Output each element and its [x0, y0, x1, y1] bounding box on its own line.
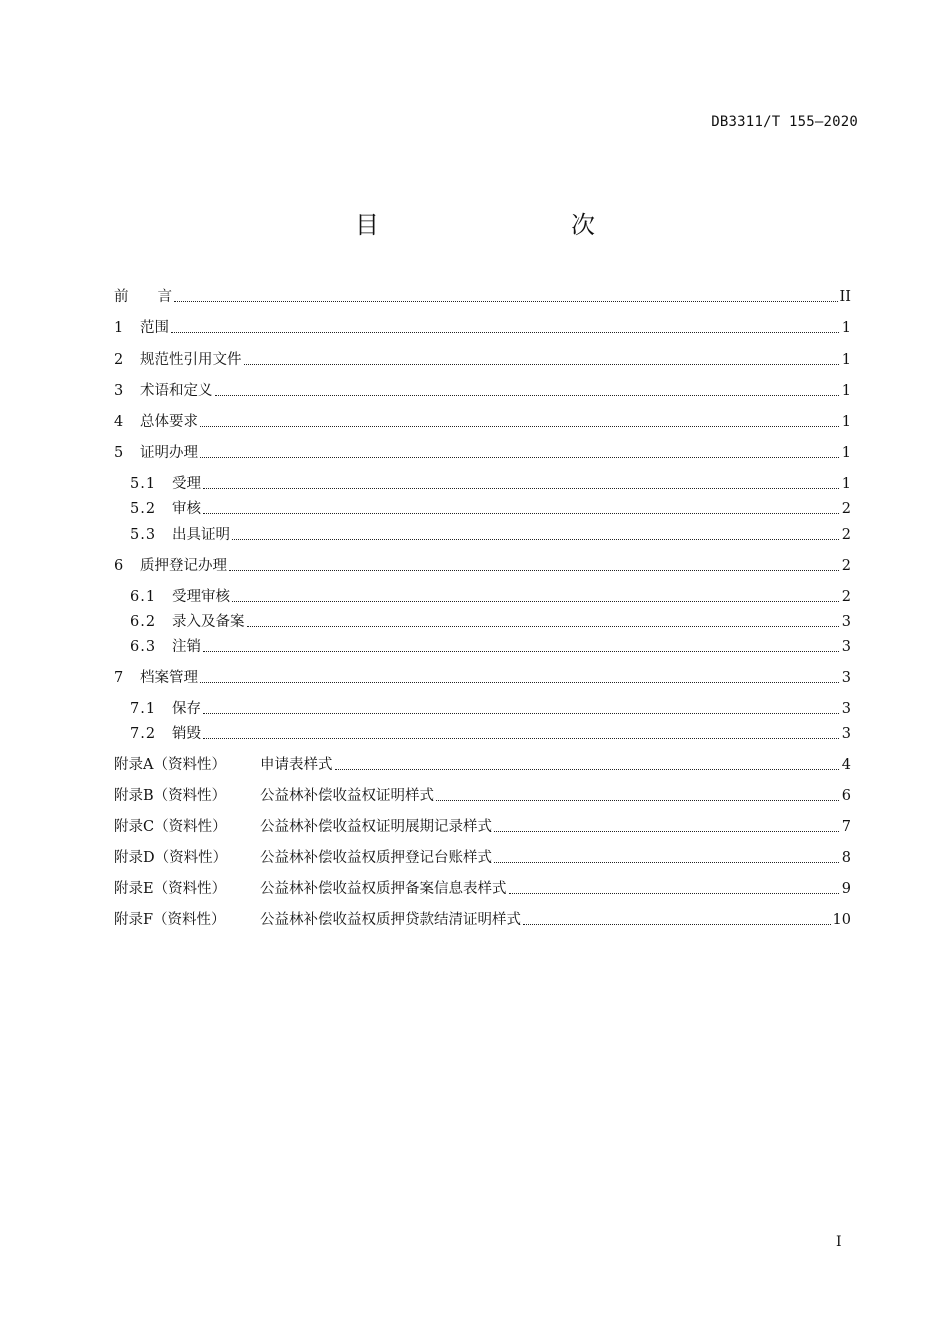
toc-entry-title: 公益林补偿收益权质押贷款结清证明样式 [260, 912, 521, 928]
toc-entry-number: 4 [114, 414, 124, 430]
toc-entry-number: 附录C（资料性） [114, 819, 227, 835]
toc-entry[interactable] [114, 442, 851, 464]
toc-entry[interactable] [114, 878, 851, 900]
toc-entry-page: 1 [841, 414, 851, 430]
dot-leader [229, 570, 839, 571]
toc-entry-page: 2 [841, 589, 851, 605]
toc-entry-number: 附录F（资料性） [114, 912, 226, 928]
toc-entry-number: 5.1 [130, 476, 157, 492]
toc-entry[interactable] [114, 754, 851, 776]
toc-entry-number: 附录B（资料性） [114, 788, 227, 804]
toc-entry-number: 5.3 [130, 527, 157, 543]
toc-entry-number: 6 [114, 558, 124, 574]
toc-entry-page: 1 [841, 383, 851, 399]
toc-entry[interactable] [114, 317, 851, 339]
dot-leader [200, 457, 839, 458]
dot-leader [244, 364, 840, 365]
toc-entry-title: 公益林补偿收益权证明展期记录样式 [260, 819, 492, 835]
toc-entry-number: 6.2 [130, 614, 157, 630]
toc-entry-page: 1 [841, 320, 851, 336]
dot-leader [200, 682, 839, 683]
toc-entry[interactable] [114, 723, 851, 745]
toc-entry-page: 6 [841, 788, 851, 804]
toc-entry-title: 术语和定义 [140, 383, 213, 399]
dot-leader [523, 924, 831, 925]
toc-entry-number: 附录E（资料性） [114, 881, 227, 897]
toc-entry-number: 附录A（资料性） [114, 757, 226, 773]
toc-entry-title: 档案管理 [140, 670, 198, 686]
dot-leader [171, 332, 839, 333]
toc-entry[interactable] [114, 611, 851, 633]
toc-entry[interactable] [114, 847, 851, 869]
toc-entry-title: 规范性引用文件 [140, 352, 242, 368]
toc-entry-page: II [839, 289, 851, 305]
toc-entry-title: 申请表样式 [260, 757, 333, 773]
toc-entry-title: 证明办理 [140, 445, 198, 461]
dot-leader [232, 539, 839, 540]
dot-leader [174, 301, 838, 302]
toc-entry-number: 7.1 [130, 701, 157, 717]
dot-leader [247, 626, 840, 627]
toc-entry-title: 出具证明 [172, 527, 230, 543]
toc-entry-title: 总体要求 [140, 414, 198, 430]
toc-entry-title: 受理审核 [172, 589, 230, 605]
toc-entry[interactable] [114, 286, 851, 308]
toc-entry-title: 审核 [172, 501, 201, 517]
toc-entry-number: 1 [114, 320, 124, 336]
toc-entry-page: 3 [841, 701, 851, 717]
dot-leader [203, 713, 839, 714]
toc-entry-page: 3 [841, 639, 851, 655]
dot-leader [494, 862, 839, 863]
dot-leader [203, 738, 839, 739]
dot-leader [509, 893, 840, 894]
toc-entry-page: 8 [841, 850, 851, 866]
dot-leader [215, 395, 840, 396]
toc-entry-number: 5 [114, 445, 124, 461]
dot-leader [494, 831, 839, 832]
toc-entry-title: 保存 [172, 701, 201, 717]
toc-entry[interactable] [114, 473, 851, 495]
dot-leader [335, 769, 840, 770]
standard-code: DB3311/T 155—2020 [711, 114, 858, 130]
dot-leader [232, 601, 839, 602]
toc-entry-page: 3 [841, 614, 851, 630]
toc-entry-title: 前 言 [114, 289, 172, 305]
toc-entry-title: 公益林补偿收益权证明样式 [260, 788, 434, 804]
toc-entry-page: 9 [841, 881, 851, 897]
toc-entry-title: 公益林补偿收益权质押登记台账样式 [260, 850, 492, 866]
toc-entry-title: 公益林补偿收益权质押备案信息表样式 [260, 881, 507, 897]
toc-entry-number: 7 [114, 670, 124, 686]
toc-entry[interactable] [114, 667, 851, 689]
toc-entry[interactable] [114, 909, 851, 931]
dot-leader [203, 651, 839, 652]
toc-title: 目 次 [355, 211, 643, 239]
toc-entry-number: 附录D（资料性） [114, 850, 228, 866]
toc-entry-page: 1 [841, 476, 851, 492]
toc-entry-title: 质押登记办理 [140, 558, 227, 574]
toc-entry[interactable] [114, 586, 851, 608]
toc-entry[interactable] [114, 698, 851, 720]
toc-entry-title: 销毁 [172, 726, 201, 742]
dot-leader [436, 800, 839, 801]
toc-entry-number: 5.2 [130, 501, 157, 517]
toc-entry-page: 2 [841, 527, 851, 543]
toc-entry[interactable] [114, 555, 851, 577]
toc-entry[interactable] [114, 349, 851, 371]
toc-entry-title: 受理 [172, 476, 201, 492]
dot-leader [203, 488, 839, 489]
toc-entry-title: 注销 [172, 639, 201, 655]
toc-entry-number: 6.1 [130, 589, 157, 605]
toc-entry-page: 4 [841, 757, 851, 773]
toc-entry-number: 2 [114, 352, 124, 368]
toc-entry-page: 2 [841, 501, 851, 517]
toc-entry-page: 10 [832, 912, 851, 928]
toc-entry[interactable] [114, 498, 851, 520]
toc-entry[interactable] [114, 380, 851, 402]
toc-entry-title: 录入及备案 [172, 614, 245, 630]
toc-entry-page: 1 [841, 445, 851, 461]
toc-entry-title: 范围 [140, 320, 169, 336]
toc-entry[interactable] [114, 816, 851, 838]
toc-entry[interactable] [114, 411, 851, 433]
toc-entry-page: 2 [841, 558, 851, 574]
toc-entry-number: 3 [114, 383, 124, 399]
toc-entry-number: 6.3 [130, 639, 157, 655]
dot-leader [203, 513, 839, 514]
toc-entry[interactable] [114, 524, 851, 546]
dot-leader [200, 426, 839, 427]
toc-entry-page: 3 [841, 726, 851, 742]
toc-entry-page: 3 [841, 670, 851, 686]
page-number: I [836, 1234, 842, 1250]
toc-entry-page: 7 [841, 819, 851, 835]
toc-entry[interactable] [114, 785, 851, 807]
toc-entry-number: 7.2 [130, 726, 157, 742]
toc-entry-page: 1 [841, 352, 851, 368]
toc-entry[interactable] [114, 636, 851, 658]
